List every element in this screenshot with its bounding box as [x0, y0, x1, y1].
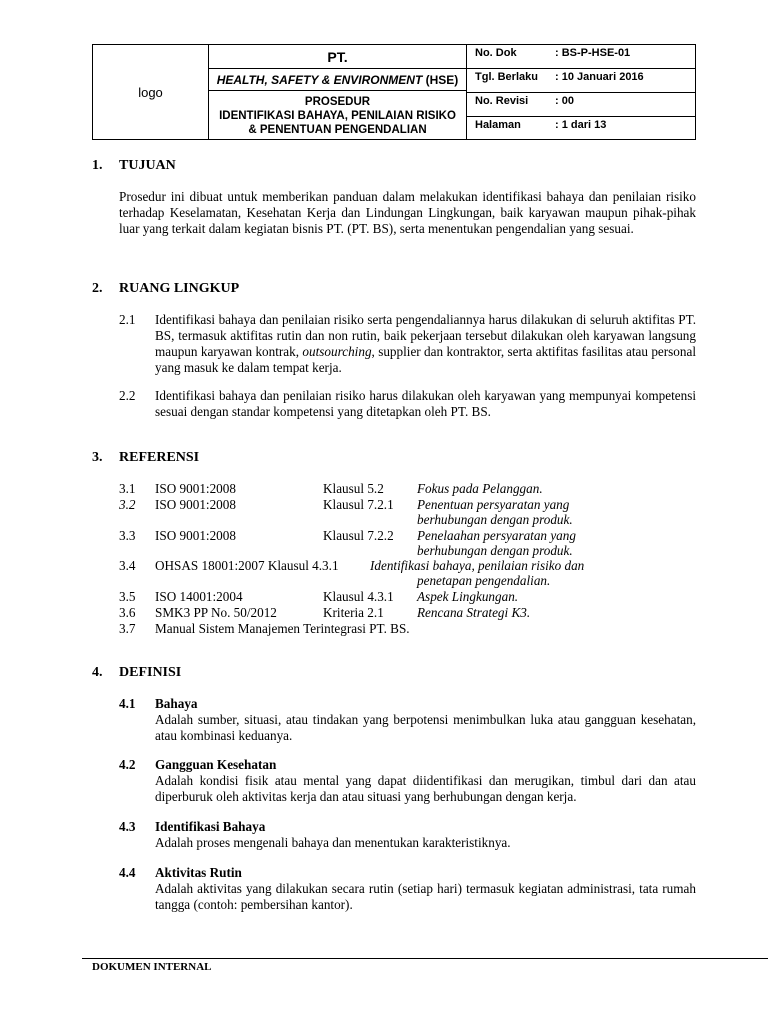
- item-2-2-number: 2.2: [119, 388, 136, 403]
- section-3-title: REFERENSI: [119, 450, 200, 465]
- ref-3-2-desc-line1: Penentuan persyaratan yang: [417, 497, 570, 512]
- ref-3-5-desc: Aspek Lingkungan.: [417, 589, 519, 604]
- ref-3-5-clause: Klausul 4.3.1: [323, 589, 394, 604]
- department-abbr: (HSE): [425, 73, 459, 87]
- def-4-3-text: Adalah proses mengenali bahaya dan menentukan karakteristiknya.: [155, 835, 511, 850]
- document-header-table: [92, 44, 696, 140]
- ref-3-3-desc-line2: berhubungan dengan produk.: [417, 543, 573, 558]
- ref-3-3-number: 3.3: [119, 528, 136, 543]
- section-1-title: TUJUAN: [119, 158, 176, 173]
- procedure-title-line3: & PENENTUAN PENGENDALIAN: [248, 124, 427, 136]
- logo-placeholder: logo: [93, 45, 209, 139]
- def-4-2-number: 4.2: [119, 757, 136, 772]
- ref-3-1-desc: Fokus pada Pelanggan.: [417, 481, 543, 496]
- ref-3-3-standard: ISO 9001:2008: [155, 528, 236, 543]
- item-2-1-text: [155, 312, 696, 376]
- footer-divider: [82, 958, 768, 959]
- procedure-title-line2: IDENTIFIKASI BAHAYA, PENILAIAN RISIKO: [219, 110, 456, 122]
- ref-3-6-number: 3.6: [119, 605, 136, 620]
- page-row: [467, 117, 695, 141]
- section-4-title: DEFINISI: [119, 665, 182, 680]
- ref-3-5-standard: ISO 14001:2004: [155, 589, 243, 604]
- ref-3-2-clause: Klausul 7.2.1: [323, 497, 394, 512]
- section-1-text: Prosedur ini dibuat untuk memberikan panduan dalam melakukan identifikasi bahaya dan penilaian risiko terhadap Keselamatan, Kesehatan Kerja dan Lindungan Lingkungan, baik karyawan maupun pihak-pihak luar yang terkait dalam kegiatan bisnis PT. (PT. BS), serta menentukan pengendalian yang sesuai.: [119, 189, 696, 236]
- doc-number-value: : BS-P-HSE-01: [555, 47, 631, 59]
- doc-number-label: No. Dok: [475, 47, 517, 59]
- def-4-2-term: Gangguan Kesehatan: [155, 757, 277, 772]
- effective-date-label: Tgl. Berlaku: [475, 71, 538, 83]
- procedure-title: [209, 93, 466, 139]
- ref-3-3-clause: Klausul 7.2.2: [323, 528, 394, 543]
- section-1-number: 1.: [92, 158, 103, 173]
- item-2-2-text: Identifikasi bahaya dan penilaian risiko harus dilakukan oleh karyawan yang mempunyai kompetensi sesuai dengan standar kompetensi yang ditetapkan oleh PT. BS.: [155, 388, 696, 419]
- item-2-1-text-b: , supplier dan kontraktor, serta aktifitas fasilitas atau personal yang masuk ke dalam tempat kerja.: [155, 344, 696, 375]
- section-2-number: 2.: [92, 281, 103, 296]
- ref-3-5-number: 3.5: [119, 589, 136, 604]
- ref-3-1-clause: Klausul 5.2: [323, 481, 384, 496]
- def-4-4-term: Aktivitas Rutin: [155, 865, 242, 880]
- doc-number-row: [467, 45, 695, 69]
- item-2-1-number: 2.1: [119, 312, 136, 327]
- procedure-title-line1: PROSEDUR: [304, 96, 371, 108]
- def-4-4-number: 4.4: [119, 865, 136, 880]
- effective-date-row: [467, 69, 695, 93]
- page-value: : 1 dari 13: [555, 119, 607, 131]
- ref-3-2-standard: ISO 9001:2008: [155, 497, 236, 512]
- section-4-number: 4.: [92, 665, 103, 680]
- revision-label: No. Revisi: [475, 95, 529, 107]
- ref-3-1-standard: ISO 9001:2008: [155, 481, 236, 496]
- def-4-1-text: Adalah sumber, situasi, atau tindakan yang berpotensi menimbulkan luka atau gangguan kesehatan, atau kombinasi keduanya.: [155, 712, 696, 743]
- page-label: Halaman: [475, 119, 521, 131]
- ref-3-7-standard: Manual Sistem Manajemen Terintegrasi PT. BS.: [155, 621, 410, 636]
- ref-3-6-standard: SMK3 PP No. 50/2012: [155, 605, 277, 620]
- ref-3-6-clause: Kriteria 2.1: [323, 605, 384, 620]
- revision-row: [467, 93, 695, 117]
- item-2-1-text-a: Identifikasi bahaya dan penilaian risiko serta pengendaliannya harus dilakukan di seluruh aktifitas PT. BS, termasuk aktifitas rutin dan non rutin, baik pekerjaan tersebut dilakukan oleh karyawan langsung maupun karyawan kontrak,: [155, 312, 696, 359]
- ref-3-4-desc-line2: penetapan pengendalian.: [417, 573, 551, 588]
- ref-3-4-number: 3.4: [119, 558, 136, 573]
- ref-3-4-standard: OHSAS 18001:2007 Klausul 4.3.1: [155, 558, 339, 573]
- def-4-1-number: 4.1: [119, 696, 136, 711]
- ref-3-2-desc-line2: berhubungan dengan produk.: [417, 512, 573, 527]
- revision-value: : 00: [555, 95, 574, 107]
- def-4-4-text: Adalah aktivitas yang dilakukan secara rutin (setiap hari) termasuk kegiatan administrasi, tata rumah tangga (contoh: pembersihan kantor).: [155, 881, 696, 912]
- header-title-block: [209, 45, 467, 139]
- footer-label: DOKUMEN INTERNAL: [92, 961, 212, 973]
- def-4-3-term: Identifikasi Bahaya: [155, 819, 266, 834]
- ref-3-7-number: 3.7: [119, 621, 136, 636]
- def-4-1-term: Bahaya: [155, 696, 198, 711]
- item-2-1-text-italic: outsourching: [302, 344, 372, 359]
- section-2-title: RUANG LINGKUP: [119, 281, 240, 296]
- ref-3-1-number: 3.1: [119, 481, 136, 496]
- def-4-2-text: Adalah kondisi fisik atau mental yang dapat diidentifikasi dan merugikan, timbul dari dan atau diperburuk oleh aktivitas kerja dan atau situasi yang berhubungan dengan kerja.: [155, 773, 696, 804]
- ref-3-6-desc: Rencana Strategi K3.: [417, 605, 531, 620]
- department-main: HEALTH, SAFETY & ENVIRONMENT: [216, 73, 423, 87]
- ref-3-3-desc-line1: Penelaahan persyaratan yang: [417, 528, 576, 543]
- department-name: [209, 69, 466, 91]
- section-3-number: 3.: [92, 450, 103, 465]
- company-name: PT.: [209, 45, 466, 69]
- ref-3-4-desc-line1: Identifikasi bahaya, penilaian risiko dan: [370, 558, 585, 573]
- def-4-3-number: 4.3: [119, 819, 136, 834]
- ref-3-2-number: 3.2: [119, 497, 136, 512]
- effective-date-value: : 10 Januari 2016: [555, 71, 644, 83]
- document-info-block: [467, 45, 695, 139]
